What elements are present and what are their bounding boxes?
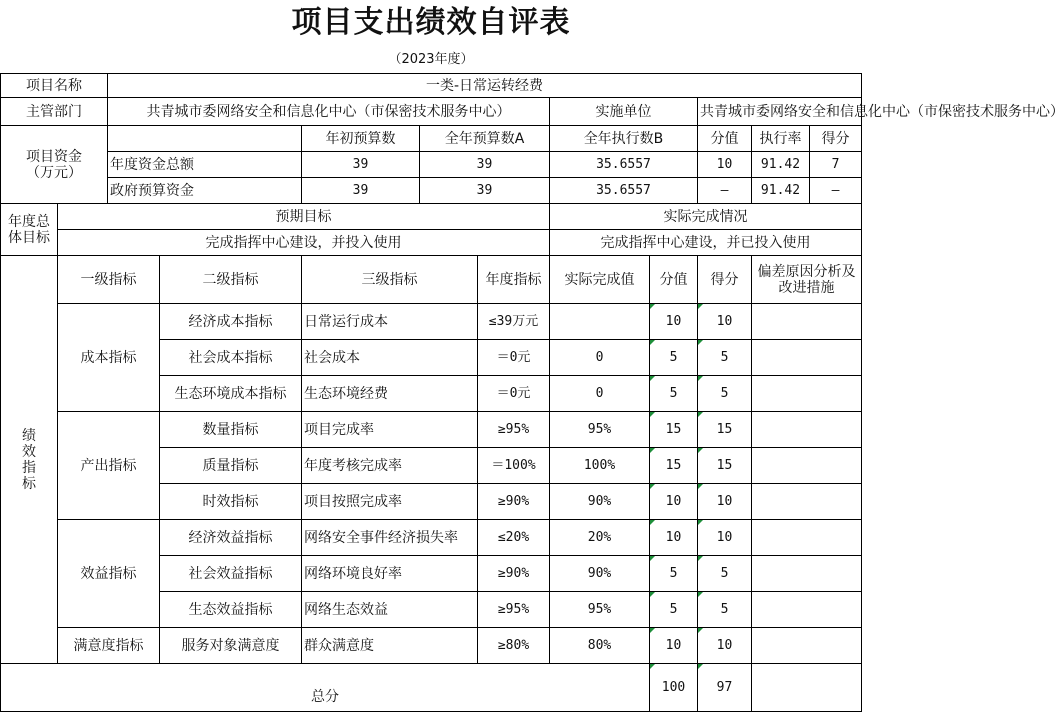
funds-header-3: 分值 xyxy=(698,126,752,152)
funds-label: 项目资金 （万元） xyxy=(0,126,108,204)
actual-value: 90% xyxy=(550,484,650,520)
page-title: 项目支出绩效自评表 xyxy=(291,5,571,40)
level3-indicator: 网络安全事件经济损失率 xyxy=(302,520,478,556)
score-earned: 15 xyxy=(698,448,752,484)
actual-value xyxy=(550,304,650,340)
score-value: 15 xyxy=(650,412,698,448)
level1-indicator: 效益指标 xyxy=(58,520,160,628)
level2-indicator: 社会成本指标 xyxy=(160,340,302,376)
score-value: 10 xyxy=(650,628,698,664)
annual-target: ≥90% xyxy=(478,484,550,520)
level2-indicator: 经济成本指标 xyxy=(160,304,302,340)
actual-value: 80% xyxy=(550,628,650,664)
department-value: 共青城市委网络安全和信息化中心（市保密技术服务中心） xyxy=(108,98,550,126)
performance-indicators-label: 绩效指标 xyxy=(0,256,58,664)
department-label: 主管部门 xyxy=(0,98,108,126)
funds-cell-annual: 39 xyxy=(420,152,550,178)
level2-indicator: 数量指标 xyxy=(160,412,302,448)
actual-value: 95% xyxy=(550,412,650,448)
score-earned: 5 xyxy=(698,376,752,412)
expected-goal-header: 预期目标 xyxy=(58,204,550,230)
level3-indicator: 网络环境良好率 xyxy=(302,556,478,592)
expected-goal-text: 完成指挥中心建设，并投入使用 xyxy=(58,230,550,256)
deviation-analysis xyxy=(752,484,862,520)
funds-cell-rate: 91.42 xyxy=(752,178,810,204)
actual-value: 90% xyxy=(550,556,650,592)
funds-header-5: 得分 xyxy=(810,126,862,152)
funds-cell-score_value: 10 xyxy=(698,152,752,178)
level3-indicator: 年度考核完成率 xyxy=(302,448,478,484)
annual-target: ≥80% xyxy=(478,628,550,664)
score-value: 5 xyxy=(650,592,698,628)
deviation-analysis xyxy=(752,376,862,412)
funds-cell-score: 7 xyxy=(810,152,862,178)
total-value: 100 xyxy=(650,664,698,712)
indicator-header-7: 偏差原因分析及改进措施 xyxy=(752,256,862,304)
total-deviation xyxy=(752,664,862,712)
funds-cell-score: — xyxy=(810,178,862,204)
score-earned: 5 xyxy=(698,592,752,628)
funds-row-label: 政府预算资金 xyxy=(108,178,302,204)
level3-indicator: 社会成本 xyxy=(302,340,478,376)
deviation-analysis xyxy=(752,340,862,376)
indicator-header-1: 二级指标 xyxy=(160,256,302,304)
score-earned: 10 xyxy=(698,628,752,664)
implementing-unit-label: 实施单位 xyxy=(550,98,698,126)
funds-header-1: 全年预算数A xyxy=(420,126,550,152)
funds-header-2: 全年执行数B xyxy=(550,126,698,152)
actual-goal-header: 实际完成情况 xyxy=(550,204,862,230)
implementing-unit-value: 共青城市委网络安全和信息化中心（市保密技术服务中心） xyxy=(698,98,862,126)
funds-cell-rate: 91.42 xyxy=(752,152,810,178)
level2-indicator: 经济效益指标 xyxy=(160,520,302,556)
level2-indicator: 服务对象满意度 xyxy=(160,628,302,664)
level2-indicator: 生态环境成本指标 xyxy=(160,376,302,412)
level3-indicator: 项目完成率 xyxy=(302,412,478,448)
overall-goal-label: 年度总体目标 xyxy=(0,204,58,256)
level3-indicator: 生态环境经费 xyxy=(302,376,478,412)
annual-target: ≤20% xyxy=(478,520,550,556)
annual-target: ≥90% xyxy=(478,556,550,592)
level2-indicator: 时效指标 xyxy=(160,484,302,520)
annual-target: ＝0元 xyxy=(478,376,550,412)
funds-cell-annual: 39 xyxy=(420,178,550,204)
score-value: 5 xyxy=(650,340,698,376)
annual-target: ≥95% xyxy=(478,592,550,628)
score-earned: 10 xyxy=(698,484,752,520)
level2-indicator: 质量指标 xyxy=(160,448,302,484)
funds-cell-initial: 39 xyxy=(302,152,420,178)
score-value: 5 xyxy=(650,376,698,412)
score-value: 10 xyxy=(650,304,698,340)
score-earned: 10 xyxy=(698,520,752,556)
level3-indicator: 网络生态效益 xyxy=(302,592,478,628)
funds-row-label: 年度资金总额 xyxy=(108,152,302,178)
level1-indicator: 产出指标 xyxy=(58,412,160,520)
deviation-analysis xyxy=(752,592,862,628)
score-value: 10 xyxy=(650,484,698,520)
funds-cell-executed: 35.6557 xyxy=(550,178,698,204)
deviation-analysis xyxy=(752,628,862,664)
level1-indicator: 成本指标 xyxy=(58,304,160,412)
deviation-analysis xyxy=(752,520,862,556)
score-value: 10 xyxy=(650,520,698,556)
score-value: 5 xyxy=(650,556,698,592)
actual-value: 100% xyxy=(550,448,650,484)
level1-indicator: 满意度指标 xyxy=(58,628,160,664)
level3-indicator: 日常运行成本 xyxy=(302,304,478,340)
annual-target: ＝100% xyxy=(478,448,550,484)
funds-header-4: 执行率 xyxy=(752,126,810,152)
annual-target: ≥95% xyxy=(478,412,550,448)
funds-cell-executed: 35.6557 xyxy=(550,152,698,178)
actual-value: 20% xyxy=(550,520,650,556)
score-earned: 15 xyxy=(698,412,752,448)
indicator-header-4: 实际完成值 xyxy=(550,256,650,304)
funds-cell-initial: 39 xyxy=(302,178,420,204)
actual-goal-text: 完成指挥中心建设，并已投入使用 xyxy=(550,230,862,256)
level3-indicator: 群众满意度 xyxy=(302,628,478,664)
indicator-header-6: 得分 xyxy=(698,256,752,304)
deviation-analysis xyxy=(752,448,862,484)
deviation-analysis xyxy=(752,412,862,448)
indicator-header-0: 一级指标 xyxy=(58,256,160,304)
deviation-analysis xyxy=(752,304,862,340)
actual-value: 0 xyxy=(550,376,650,412)
total-label: 总分 xyxy=(0,664,650,712)
indicator-header-3: 年度指标 xyxy=(478,256,550,304)
funds-header-0: 年初预算数 xyxy=(302,126,420,152)
annual-target: ≤39万元 xyxy=(478,304,550,340)
indicator-header-5: 分值 xyxy=(650,256,698,304)
project-name-label: 项目名称 xyxy=(0,73,108,98)
score-earned: 5 xyxy=(698,556,752,592)
funds-cell-score_value: — xyxy=(698,178,752,204)
indicator-header-2: 三级指标 xyxy=(302,256,478,304)
year-subtitle: （2023年度） xyxy=(388,52,474,67)
actual-value: 0 xyxy=(550,340,650,376)
actual-value: 95% xyxy=(550,592,650,628)
level3-indicator: 项目按照完成率 xyxy=(302,484,478,520)
level2-indicator: 生态效益指标 xyxy=(160,592,302,628)
score-earned: 5 xyxy=(698,340,752,376)
score-earned: 10 xyxy=(698,304,752,340)
project-name-value: 一类-日常运转经费 xyxy=(108,73,862,98)
annual-target: ＝0元 xyxy=(478,340,550,376)
funds-header-blank xyxy=(108,126,302,152)
deviation-analysis xyxy=(752,556,862,592)
score-value: 15 xyxy=(650,448,698,484)
total-score: 97 xyxy=(698,664,752,712)
level2-indicator: 社会效益指标 xyxy=(160,556,302,592)
